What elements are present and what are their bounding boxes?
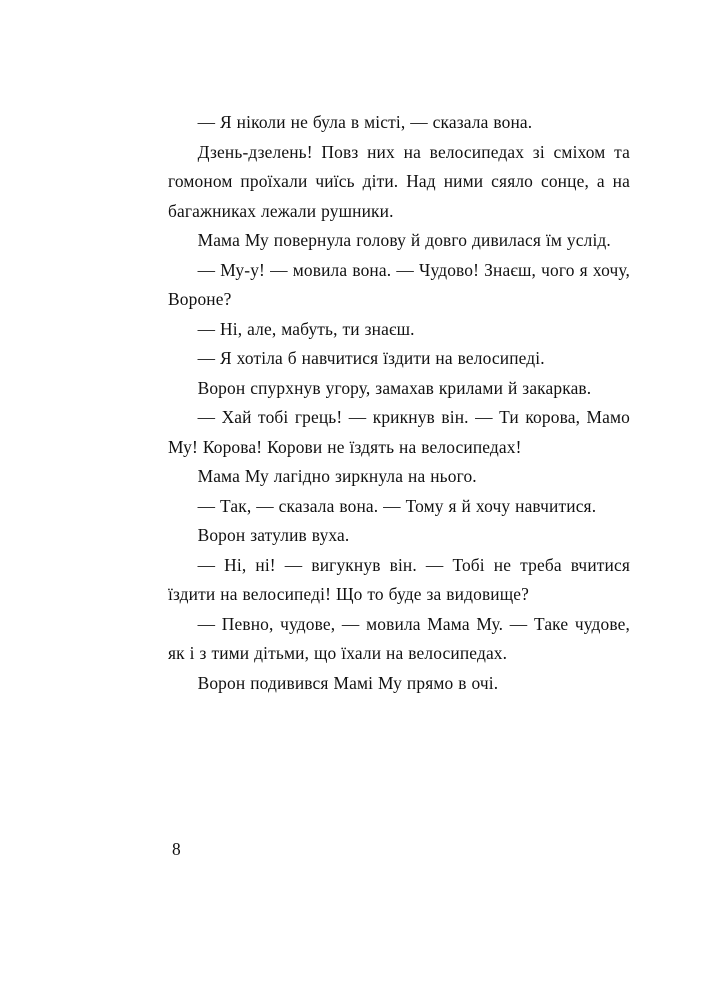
paragraph: — Так, — сказала вона. — Тому я й хочу навчитися. [197, 495, 597, 516]
page-number: 8 [172, 839, 181, 859]
paragraph: — Ні, але, мабуть, ти знаєш. [197, 318, 415, 339]
paragraph: Ворон подивився Мамі Му прямо в очі. [197, 672, 499, 693]
paragraph: Мама Му лагідно зиркнула на нього. [197, 466, 477, 486]
paragraph: — Я ніколи не була в місті, — сказала вона. [197, 112, 533, 132]
paragraph: Мама Му повернула голову й довго дивилася їм услід. [197, 230, 611, 250]
paragraph: Дзень-дзелень! Повз них на велосипедах зі сміхом та гомоном проїхали чиїсь діти. Над ними сяяло сонце, а на багажниках лежали рушники. [168, 141, 630, 221]
paragraph: Ворон спурхнув угору, замахав крилами й закаркав. [197, 377, 592, 398]
paragraph: — Ні, ні! — вигукнув він. — Тобі не треба вчитися їздити на велосипеді! Що то буде за видовище? [168, 554, 630, 604]
paragraph: — Хай тобі грець! — крикнув він. — Ти корова, Мамо Му! Корова! Корови не їздять на велосипедах! [168, 407, 630, 457]
paragraph: — Певно, чудове, — мовила Мама Му. — Таке чудове, як і з тими дітьми, що їхали на велосипедах. [168, 613, 630, 663]
paragraph: — Му-у! — мовила вона. — Чудово! Знаєш, чого я хочу, Вороне? [168, 259, 630, 309]
page-text-block [168, 108, 630, 698]
paragraph: — Я хотіла б навчитися їздити на велосипеді. [197, 348, 545, 368]
paragraph: Ворон затулив вуха. [197, 525, 350, 545]
